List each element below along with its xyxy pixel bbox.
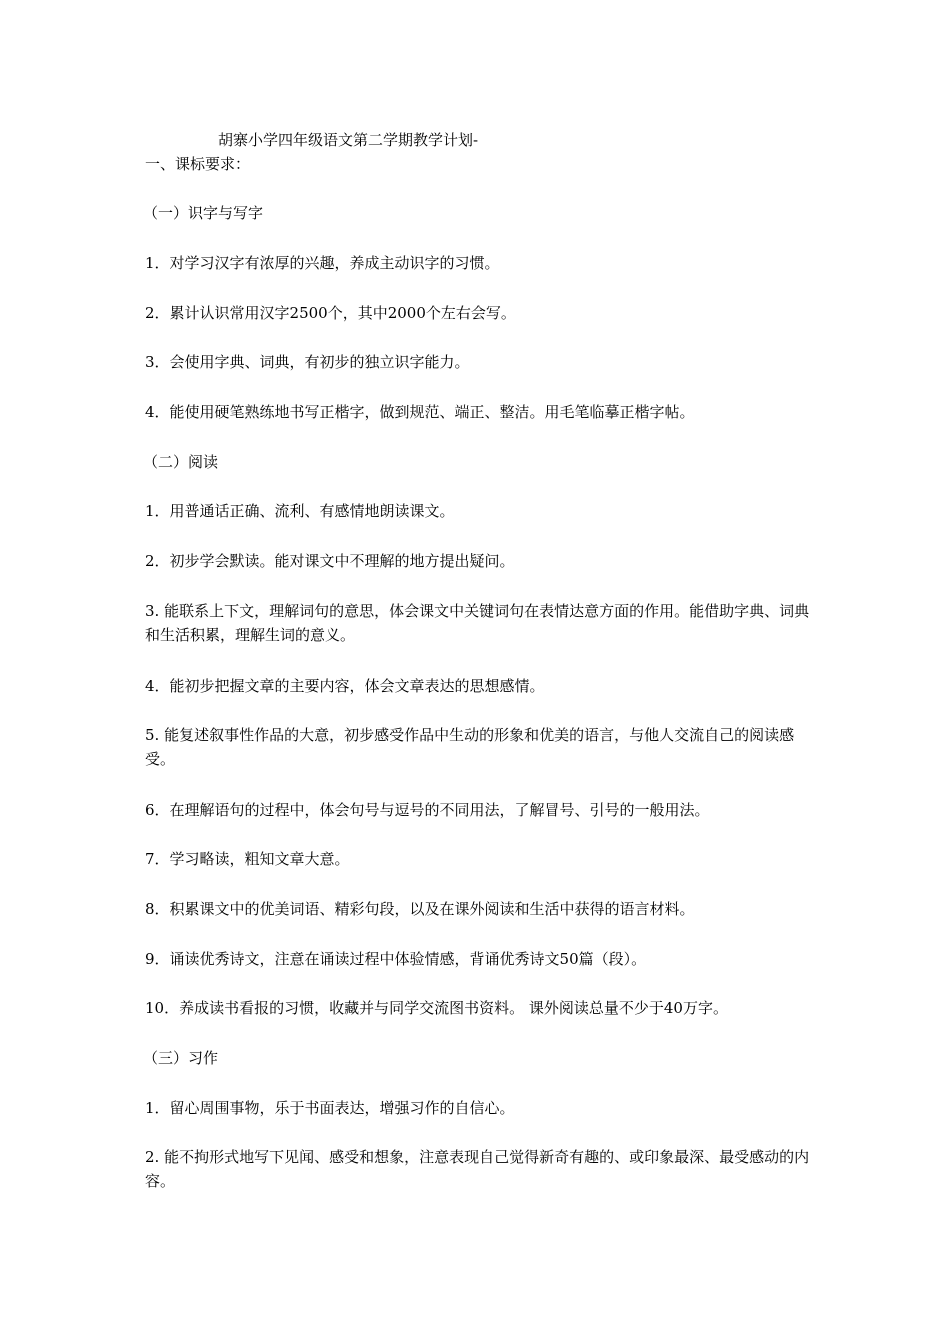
list-item: 4．能初步把握文章的主要内容，体会文章表达的思想感情。 bbox=[145, 677, 545, 695]
list-item: 9．诵读优秀诗文，注意在诵读过程中体验情感，背诵优秀诗文50篇（段）。 bbox=[145, 950, 647, 968]
list-item: 5. 能复述叙事性作品的大意，初步感受作品中生动的形象和优美的语言，与他人交流自己的阅读感受。 bbox=[145, 726, 795, 768]
list-item: 1．对学习汉字有浓厚的兴趣，养成主动识字的习惯。 bbox=[145, 254, 500, 272]
list-item: 7．学习略读，粗知文章大意。 bbox=[145, 850, 350, 868]
section-heading-curriculum: 一、课标要求： bbox=[145, 155, 251, 173]
list-item: 10．养成读书看报的习惯，收藏并与同学交流图书资料。 课外阅读总量不少于40万字。 bbox=[145, 999, 728, 1017]
document-title: 胡寨小学四年级语文第二学期教学计划- bbox=[218, 131, 479, 149]
list-item: 2. 能不拘形式地写下见闻、感受和想象，注意表现自己觉得新奇有趣的、或印象最深、最受感动的内容。 bbox=[145, 1148, 810, 1190]
subsection-heading-writing: （三）习作 bbox=[143, 1049, 219, 1067]
list-item: 6．在理解语句的过程中，体会句号与逗号的不同用法，了解冒号、引号的一般用法。 bbox=[145, 801, 710, 819]
subsection-heading-literacy: （一）识字与写字 bbox=[143, 204, 264, 222]
list-item: 2．初步学会默读。能对课文中不理解的地方提出疑问。 bbox=[145, 552, 515, 570]
list-item: 1．留心周围事物，乐于书面表达，增强习作的自信心。 bbox=[145, 1099, 515, 1117]
list-item: 4．能使用硬笔熟练地书写正楷字，做到规范、端正、整洁。用毛笔临摹正楷字帖。 bbox=[145, 403, 695, 421]
list-item: 3．会使用字典、词典，有初步的独立识字能力。 bbox=[145, 353, 470, 371]
list-item: 3. 能联系上下文，理解词句的意思，体会课文中关键词句在表情达意方面的作用。能借助字典、词典和生活积累，理解生词的意义。 bbox=[145, 602, 810, 644]
list-item: 2．累计认识常用汉字2500个，其中2000个左右会写。 bbox=[145, 304, 516, 322]
subsection-heading-reading: （二）阅读 bbox=[143, 453, 219, 471]
list-item: 8．积累课文中的优美词语、精彩句段，以及在课外阅读和生活中获得的语言材料。 bbox=[145, 900, 695, 918]
list-item: 1．用普通话正确、流利、有感情地朗读课文。 bbox=[145, 502, 455, 520]
